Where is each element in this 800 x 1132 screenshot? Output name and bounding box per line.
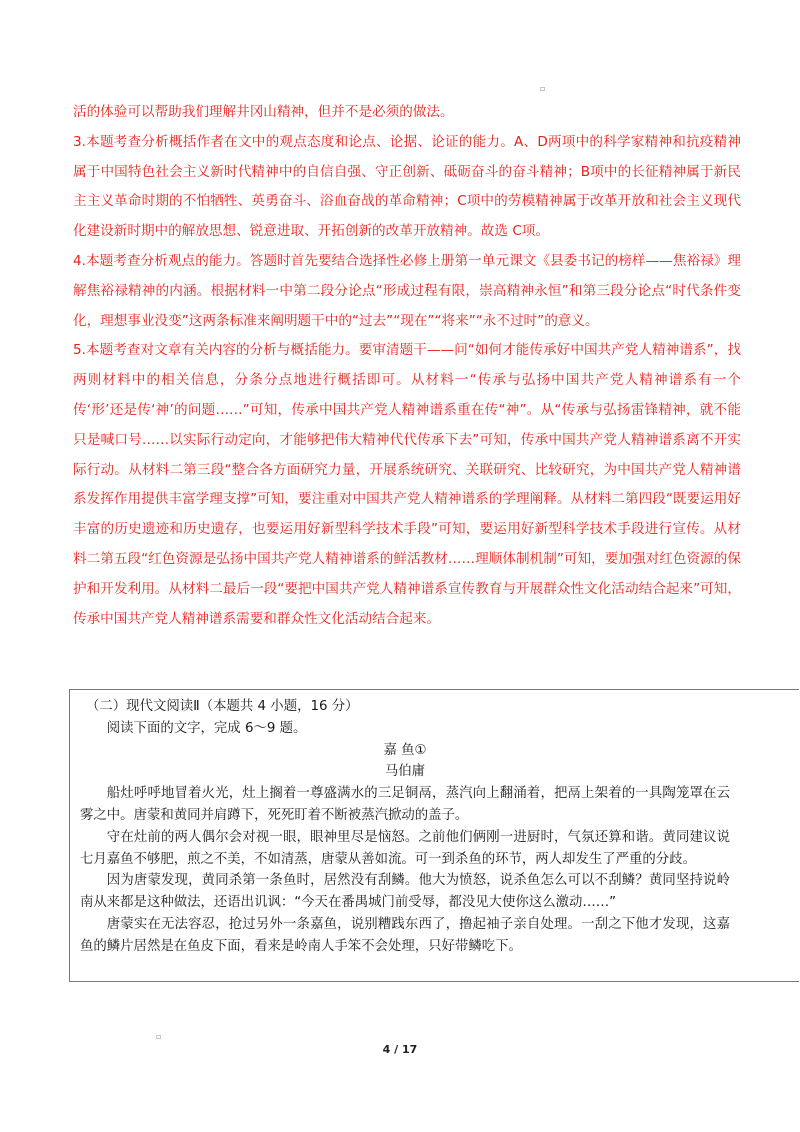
reading-instruction: 阅读下面的文字，完成 6～9 题。 bbox=[106, 720, 307, 736]
paragraph-marker: ▫ bbox=[540, 84, 546, 93]
section-title: （二）现代文阅读Ⅱ（本题共 4 小题，16 分） bbox=[86, 699, 359, 714]
passage-paragraph: 因为唐蒙发现，黄同杀第一条鱼时，居然没有刮鳞。他大为愤怒，说杀鱼怎么可以不刮鳞？黄同坚持说岭南从来都是这种做法，还语出讥讽：“今天在番禺城门前受辱，都没见大使你这么激动……” bbox=[80, 873, 730, 911]
answer-paragraph-continuation: 活的体验可以帮助我们理解井冈山精神，但并不是必须的做法。 bbox=[73, 104, 454, 120]
reading-body bbox=[80, 718, 730, 958]
answer-paragraph-5: 5.本题考查对文章有关内容的分析与概括能力。要审清题干——问“如何才能传承好中国共产党人精神谱系”，找两则材料中的相关信息，分条分点地进行概括即可。从材料一“传承与弘扬中国共产党人精神谱系有一个传‘形’还是传‘神’的问题……”可知，传承中国共产党人精神谱系重在传“神”。从“传承与弘扬雷锋精神，就不能只是喊口号……以实际行动定向，才能够把伟大精神代代传承下去”可知，传承中国共产党人精神谱系离不开实际行动。从材料二第三段“整合各方面研究力量，开展系统研究、关联研究、比较研究，为中国共产党人精神谱系发挥作用提供丰富学理支撑”可知，要注重对中国共产党人精神谱系的学理阐释。从材料二第四段“既要运用好丰富的历史遗迹和历史遗存，也要运用好新型科学技术手段”可知，要运用好新型科学技术手段进行宣传。从材料二第五段“红色资源是弘扬中国共产党人精神谱系的鲜活教材……理顺体制机制”可知，要加强对红色资源的保护和开发利用。从材料二最后一段“要把中国共产党人精神谱系宣传教育与开展群众性文化活动结合起来”可知，传承中国共产党人精神谱系需要和群众性文化活动结合起来。 bbox=[73, 342, 741, 627]
passage-paragraph: 船灶呼呼地冒着火光，灶上搁着一尊盛满水的三足铜鬲，蒸汽向上翻涌着，把鬲上架着的一具陶笼罩在云雾之中。唐蒙和黄同并肩蹲下，死死盯着不断被蒸汽掀动的盖子。 bbox=[80, 786, 730, 823]
page-number: 4 / 17 bbox=[382, 1043, 418, 1056]
paragraph-marker: ▫ bbox=[156, 1032, 162, 1041]
answer-paragraph-4: 4.本题考查分析观点的能力。答题时首先要结合选择性必修上册第一单元课文《县委书记的榜样——焦裕禄》理解焦裕禄精神的内涵。根据材料一中第二段分论点“形成过程有限，崇高精神永恒”和第三段分论点“时代条件变化，理想事业没变”这两条标准来阐明题干中的“过去”“现在”“将来”“永不过时”的意义。 bbox=[73, 252, 741, 329]
reading-passage-box bbox=[69, 689, 799, 982]
answer-explanations bbox=[73, 98, 741, 634]
passage-title: 嘉 鱼① bbox=[383, 742, 427, 758]
answer-paragraph-3: 3.本题考查分析概括作者在文中的观点态度和论点、论据、论证的能力。A、D两项中的科学家精神和抗疫精神属于中国特色社会主义新时代精神中的自信自强、守正创新、砥砺奋斗的奋斗精神；B项中的长征精神属于新民主主义革命时期的不怕牺牲、英勇奋斗、浴血奋战的革命精神；C项中的劳模精神属于改革开放和社会主义现代化建设新时期中的解放思想、锐意进取、开拓创新的改革开放精神。故选 C项。 bbox=[73, 133, 741, 240]
passage-paragraph: 唐蒙实在无法容忍，抢过另外一条嘉鱼，说别糟践东西了，撸起袖子亲自处理。一刮之下他才发现，这嘉鱼的鳞片居然是在鱼皮下面，看来是岭南人手笨不会处理，只好带鳞吃下。 bbox=[80, 916, 730, 954]
passage-paragraph: 守在灶前的两人偶尔会对视一眼，眼神里尽是恼怒。之前他们俩刚一进厨时，气氛还算和谐。黄同建议说七月嘉鱼不够肥，煎之不美，不如清蒸，唐蒙从善如流。可一到杀鱼的环节，两人却发生了严重的分歧。 bbox=[80, 829, 730, 867]
passage-author: 马伯庸 bbox=[384, 764, 426, 780]
